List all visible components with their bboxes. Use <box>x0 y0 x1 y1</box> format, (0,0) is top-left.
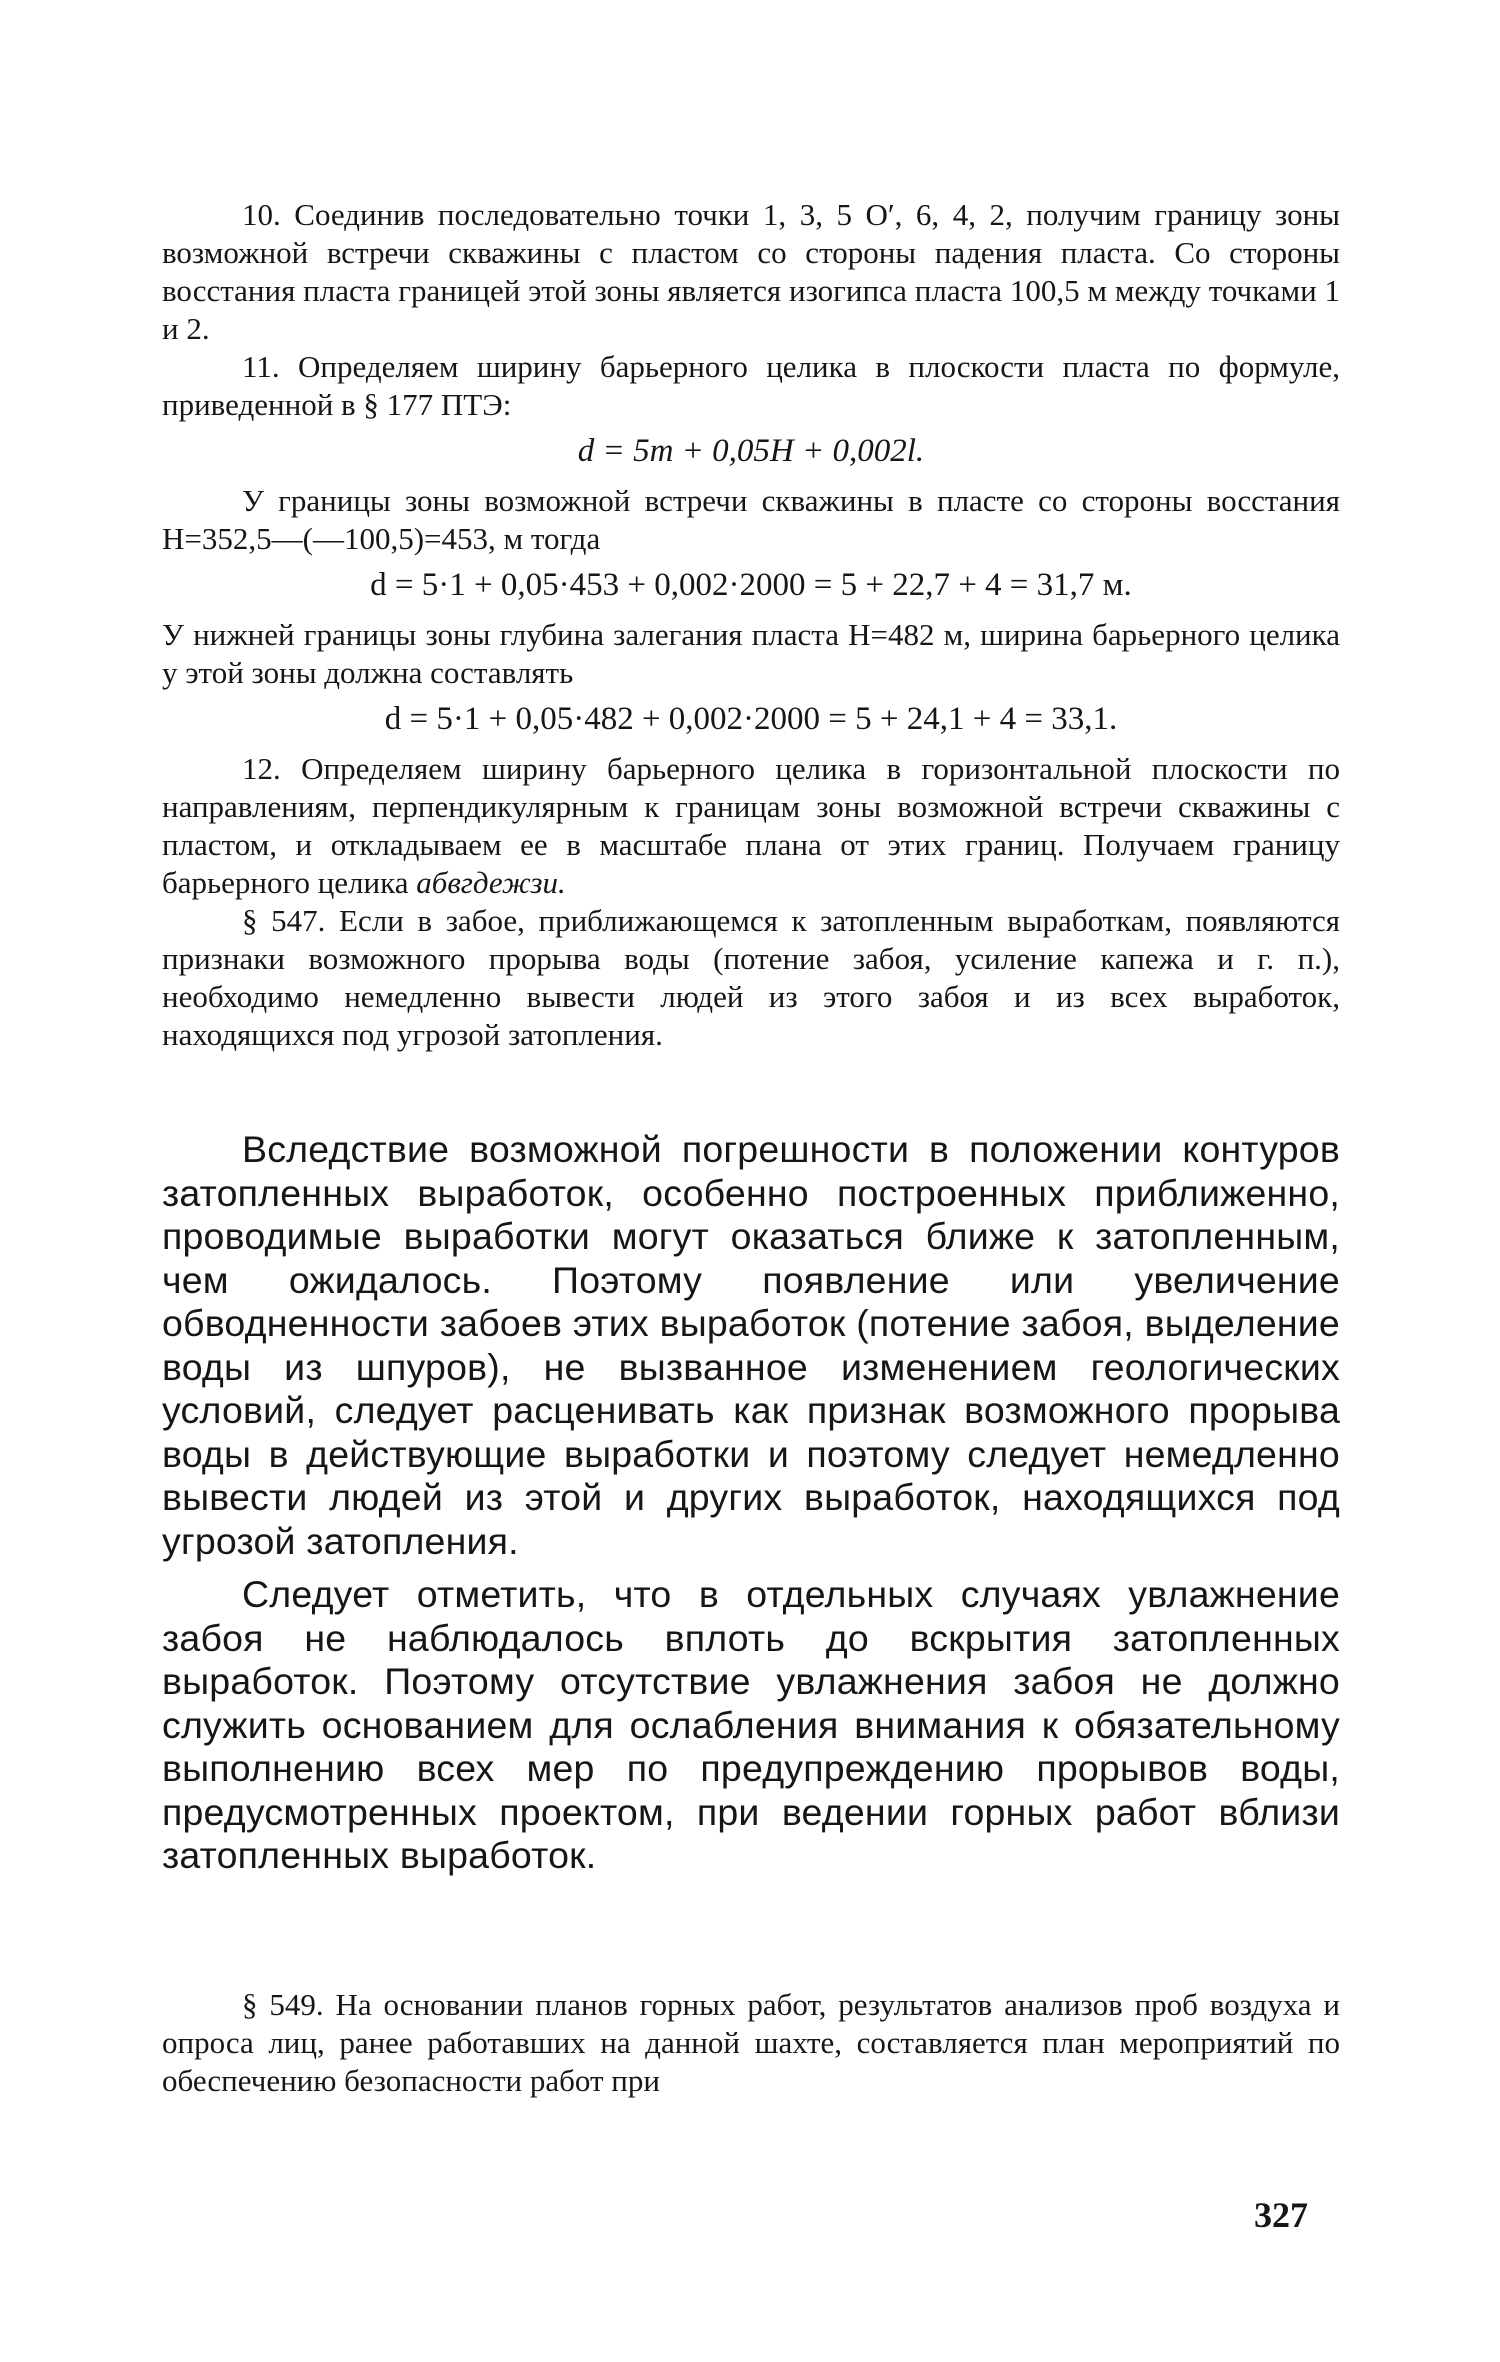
formula-2: d = 5·1 + 0,05·453 + 0,002·2000 = 5 + 22,7 + 4 = 31,7 м. <box>370 567 1132 603</box>
formula-1: d = 5m + 0,05H + 0,002l. <box>577 433 925 469</box>
paragraph-12-italic: абвгдежзи. <box>416 865 566 900</box>
commentary-paragraph-1: Вследствие возможной погрешности в положении контуров затопленных выработок, особенно построенных приближенно, проводимые выработки могут оказаться ближе к затопленным, чем ожидалось. Поэтому появление или увеличение обводненности забоев этих выработок (потение забоя, выделение воды из шпуров), не вызванное изменением геологических условий, следует расценивать как признак возможного прорыва воды в действующие выработки и поэтому следует немедленно вывести людей из этой и других выработок, находящихся под угрозой затопления. <box>162 1128 1340 1562</box>
paragraph-11: 11. Определяем ширину барьерного целика в плоскости пласта по формуле, приведенной в § 177 ПТЭ: <box>162 349 1340 422</box>
paragraph-10: 10. Соединив последовательно точки 1, 3, 5 O′, 6, 4, 2, получим границу зоны возможной встречи скважины с пластом со стороны падения пласта. Со стороны восстания пласта границей этой зоны является изогипса пласта 100,5 м между точками 1 и 2. <box>162 197 1340 346</box>
paragraph-11-b: У границы зоны возможной встречи скважины в пласте со стороны восстания H=352,5—(—100,5)=453, м тогда <box>162 483 1340 556</box>
bottom-text-block <box>162 1986 1340 2100</box>
paragraph-11-c: У нижней границы зоны глубина залегания пласта H=482 м, ширина барьерного целика у этой зоны должна составлять <box>162 617 1340 690</box>
commentary-block <box>162 1128 1340 1878</box>
commentary-paragraph-2: Следует отметить, что в отдельных случаях увлажнение забоя не наблюдалось вплоть до вскрытия затопленных выработок. Поэтому отсутствие увлажнения забоя не должно служить основанием для ослабления внимания к обязательному выполнению всех мер по предупреждению прорывов воды, предусмотренных проектом, при ведении горных работ вблизи затопленных выработок. <box>162 1573 1340 1876</box>
paragraph-12: 12. Определяем ширину барьерного целика в горизонтальной плоскости по направлениям, перпендикулярным к границам зоны возможной встречи скважины с пластом, и откладываем ее в масштабе плана от этих границ. Получаем границу барьерного целика абвгдежзи. <box>162 751 1340 900</box>
page-number: 327 <box>1254 2195 1308 2235</box>
formula-3: d = 5·1 + 0,05·482 + 0,002·2000 = 5 + 24,1 + 4 = 33,1. <box>384 701 1118 737</box>
paragraph-547: § 547. Если в забое, приближающемся к затопленным выработкам, появляются признаки возможного прорыва воды (потение забоя, усиление капежа и г. п.), необходимо немедленно вывести людей из этого забоя и из всех выработок, находящихся под угрозой затопления. <box>162 903 1340 1052</box>
paragraph-549: § 549. На основании планов горных работ, результатов анализов проб воздуха и опроса лиц, ранее работавших на данной шахте, составляется план мероприятий по обеспечению безопасности работ при <box>162 1987 1340 2098</box>
top-text-block <box>162 196 1340 1054</box>
